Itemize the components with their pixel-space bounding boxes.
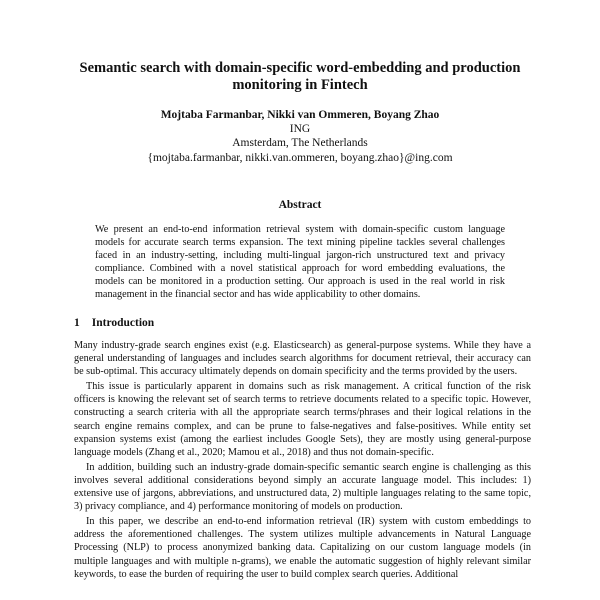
paragraph: Many industry-grade search engines exist (e.g. Elasticsearch) as general-purpose systems. While they have a general understanding of languages and includes search algorithms for document retrieval, their accuracy can be sub-optimal. This accuracy ultimately depends on domain specificity and the terms provided by the users. — [74, 340, 531, 378]
author-emails: {mojtaba.farmanbar, nikki.van.ommeren, boyang.zhao}@ing.com — [147, 151, 453, 164]
author-names: Mojtaba Farmanbar, Nikki van Ommeren, Boyang Zhao — [160, 109, 440, 121]
paper-title: Semantic search with domain-specific word-embedding and production monitoring in Fintech — [79, 60, 521, 93]
author-block — [60, 108, 540, 165]
section-number: 1 — [74, 317, 80, 329]
section-heading — [74, 317, 154, 329]
paragraph: In addition, building such an industry-grade domain-specific semantic search engine is challenging as this involves several additional considerations beyond simply an accurate language model. This includes: 1) extensive use of jargons, abbreviations, and unstructured data, 2) multiple languages relating to the same topic, 3) privacy compliance, and 4) performance monitoring of models on production. — [74, 461, 531, 513]
abstract-text: We present an end-to-end information retrieval system with domain-specific custom language models for accurate search terms expansion. The text mining pipeline tackles several challenges faced in an industry-setting, including multi-lingual jargon-rich unstructured text and privacy compliance. Combined with a novel statistical approach for word embedding evaluations, the models can be monitored in a production setting. Our approach is used in the real world in risk management in the financial sector and has wide applicability to other domains. — [95, 224, 505, 301]
location: Amsterdam, The Netherlands — [232, 137, 368, 150]
paragraph: This issue is particularly apparent in domains such as risk management. A critical function of the risk officers is knowing the relevant set of search terms to retrieve documents related to a specific topic. However, constructing a search criteria with all the appropriate search terms/phrases and their logical relations in the search engine remains complex, and can be prune to false-negatives and false-positives. While entity set expansion systems exist (among the earliest includes Google Sets), they are mostly using general-purpose language models (Zhang et al., 2020; Mamou et al., 2018) and thus not domain-specific. — [74, 381, 531, 458]
section-title: Introduction — [91, 317, 155, 329]
introduction-body — [74, 339, 531, 583]
abstract-heading: Abstract — [278, 199, 322, 211]
paragraph: In this paper, we describe an end-to-end information retrieval (IR) system with custom embeddings to address the aforementioned challenges. The system utilizes multiple advancements in Natural Language Processing (NLP) to process anonymized banking data. Capitalizing on our custom language models (in multiple languages and with multiple n-grams), we enable the automatic suggestion of highly relevant similar keywords, to ease the burden of requiring the user to build complex search queries. Additional — [74, 516, 531, 580]
affiliation: ING — [289, 123, 311, 136]
